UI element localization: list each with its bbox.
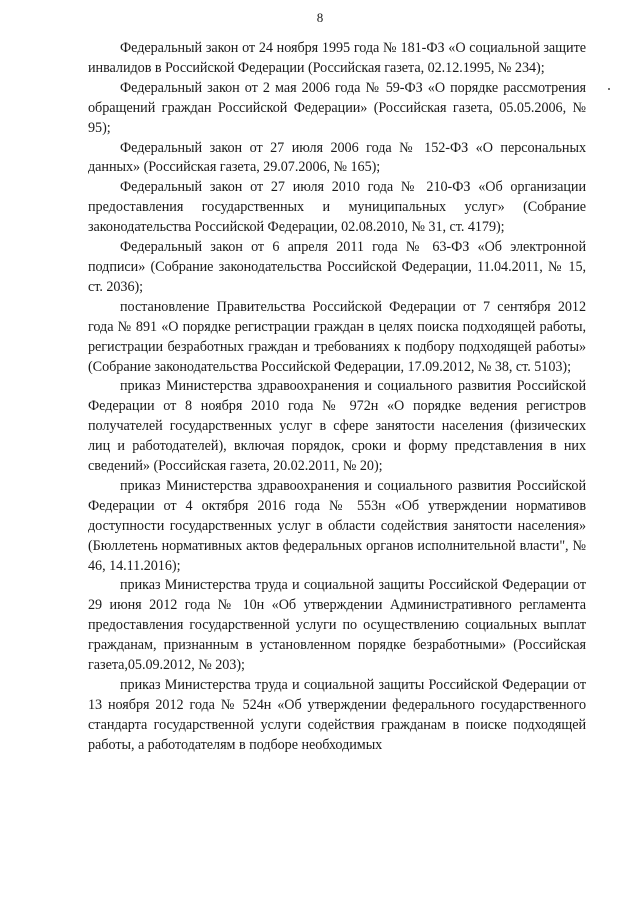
scan-speck — [608, 88, 610, 90]
paragraph-federal-law-152: Федеральный закон от 27 июля 2006 года № 152-ФЗ «О персональных данных» (Российская газета, 29.07.2006, № 165); — [88, 139, 586, 176]
page-number: 8 — [316, 10, 324, 25]
paragraph-government-decree-891: постановление Правительства Российской Федерации от 7 сентября 2012 года № 891 «О порядке регистрации граждан в целях поиска подходящей работы, регистрации безработных граждан и требованиях к подбору подходящей работы» (Собрание законодательства Российской Федерации, 17.09.2012, № 38, ст. 5103); — [88, 298, 586, 375]
paragraph-order-524n: приказ Министерства труда и социальной защиты Российской Федерации от 13 ноября 2012 года № 524н «Об утверждении федерального государственного стандарта государственной услуги содействия гражданам в поиске подходящей работы, а работодателям в подборе необходимых — [88, 677, 586, 753]
paragraph-federal-law-181: Федеральный закон от 24 ноября 1995 года № 181-ФЗ «О социальной защите инвалидов в Российской Федерации (Российская газета, 02.12.1995, № 234); — [88, 40, 586, 76]
paragraph-federal-law-210: Федеральный закон от 27 июля 2010 года № 210-ФЗ «Об организации предоставления государственных и муниципальных услуг» (Собрание законодательства Российской Федерации, 02.08.2010, № 31, ст. 4179); — [88, 179, 586, 236]
paragraph-order-553n: приказ Министерства здравоохранения и социального развития Российской Федерации от 4 октября 2016 года № 553н «Об утверждении нормативов доступности государственных услуг в области содействия занятости населения» (Бюллетень нормативных актов федеральных органов исполнительной власти", № 46, 14.11.2016); — [88, 477, 586, 574]
paragraph-federal-law-59: Федеральный закон от 2 мая 2006 года № 59-ФЗ «О порядке рассмотрения обращений граждан Российской Федерации» (Российская газета, 05.05.2006, № 95); — [88, 79, 586, 136]
document-body — [88, 39, 586, 756]
paragraph-order-10n: приказ Министерства труда и социальной защиты Российской Федерации от 29 июня 2012 года № 10н «Об утверждении Административного регламента предоставления государственной услуги по осуществлению социальных выплат гражданам, признанным в установленном порядке безработными» (Российская газета,05.09.2012, № 203); — [88, 577, 586, 674]
paragraph-order-972n: приказ Министерства здравоохранения и социального развития Российской Федерации от 8 ноября 2010 года № 972н «О порядке ведения регистров получателей государственных услуг в сфере занятости населения (физических лиц и работодателей), включая порядок, сроки и форму представления в них сведений» (Российская газета, 20.02.2011, № 20); — [88, 378, 586, 475]
paragraph-federal-law-63: Федеральный закон от 6 апреля 2011 года № 63-ФЗ «Об электронной подписи» (Собрание законодательства Российской Федерации, 11.04.2011, № 15, ст. 2036); — [88, 239, 586, 295]
